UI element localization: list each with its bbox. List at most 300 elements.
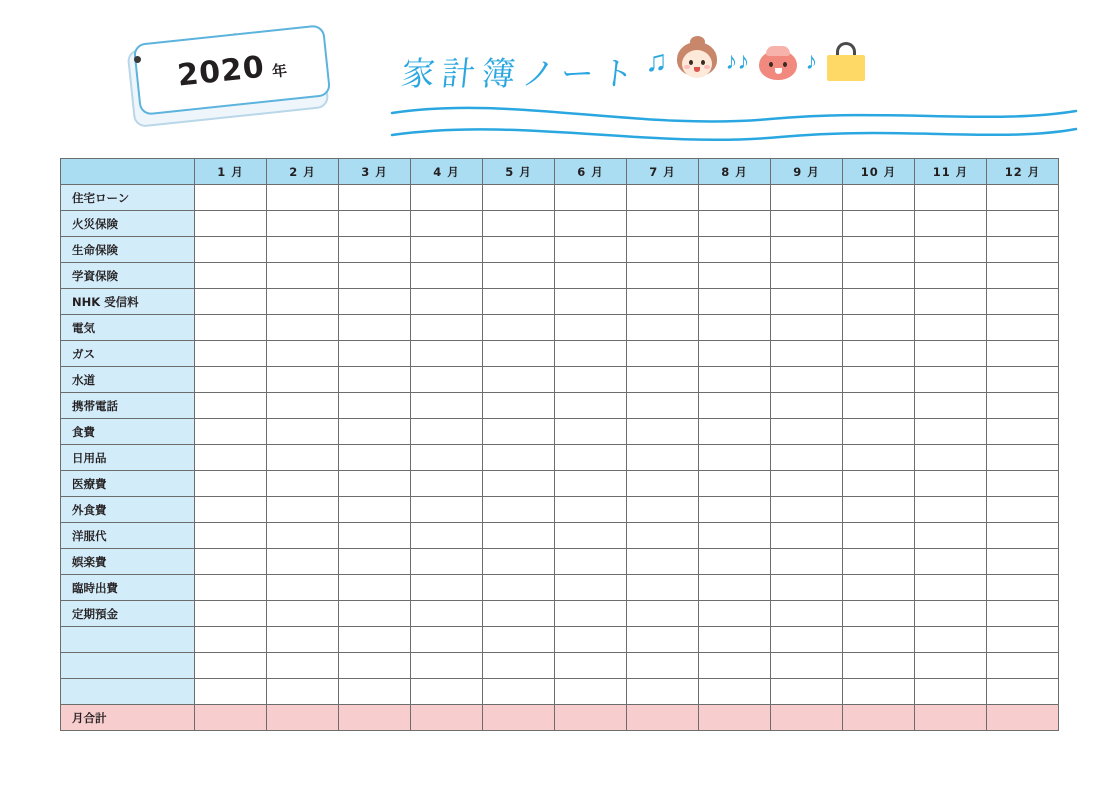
value-cell[interactable] [915,653,987,679]
value-cell[interactable] [627,445,699,471]
value-cell[interactable] [699,705,771,731]
value-cell[interactable] [771,627,843,653]
value-cell[interactable] [411,393,483,419]
value-cell[interactable] [915,237,987,263]
value-cell[interactable] [987,185,1059,211]
value-cell[interactable] [771,445,843,471]
value-cell[interactable] [987,653,1059,679]
row-label-17: 定期預金 [61,601,195,627]
value-cell[interactable] [627,185,699,211]
value-cell[interactable] [339,679,411,705]
value-cell[interactable] [195,653,267,679]
value-cell[interactable] [411,185,483,211]
value-cell[interactable] [771,315,843,341]
value-cell[interactable] [339,211,411,237]
value-cell[interactable] [483,367,555,393]
column-header-month-1: 1 月 [195,159,267,185]
value-cell[interactable] [627,549,699,575]
table-row [61,341,1059,367]
value-cell[interactable] [843,523,915,549]
value-cell[interactable] [555,653,627,679]
value-cell[interactable] [771,419,843,445]
table-row [61,211,1059,237]
value-cell[interactable] [267,705,339,731]
value-cell[interactable] [267,523,339,549]
value-cell[interactable] [555,627,627,653]
value-cell[interactable] [339,497,411,523]
table-row [61,497,1059,523]
value-cell[interactable] [627,601,699,627]
value-cell[interactable] [339,549,411,575]
value-cell[interactable] [987,549,1059,575]
value-cell[interactable] [915,419,987,445]
value-cell[interactable] [699,341,771,367]
value-cell[interactable] [267,601,339,627]
value-cell[interactable] [627,471,699,497]
value-cell[interactable] [195,705,267,731]
value-cell[interactable] [267,315,339,341]
value-cell[interactable] [483,497,555,523]
value-cell[interactable] [627,289,699,315]
value-cell[interactable] [411,523,483,549]
value-cell[interactable] [699,549,771,575]
value-cell[interactable] [267,653,339,679]
value-cell[interactable] [699,653,771,679]
value-cell[interactable] [555,445,627,471]
value-cell[interactable] [987,315,1059,341]
value-cell[interactable] [843,185,915,211]
value-cell[interactable] [771,705,843,731]
value-cell[interactable] [555,393,627,419]
row-label-13: 外食費 [61,497,195,523]
table-row [61,315,1059,341]
value-cell[interactable] [339,471,411,497]
column-header-month-12: 12 月 [987,159,1059,185]
value-cell[interactable] [267,237,339,263]
column-header-month-10: 10 月 [843,159,915,185]
value-cell[interactable] [843,263,915,289]
value-cell[interactable] [915,523,987,549]
value-cell[interactable] [699,575,771,601]
value-cell[interactable] [699,211,771,237]
table-row [61,601,1059,627]
value-cell[interactable] [411,575,483,601]
value-cell[interactable] [987,393,1059,419]
value-cell[interactable] [915,627,987,653]
row-label-12: 医療費 [61,471,195,497]
value-cell[interactable] [339,185,411,211]
row-label-7: ガス [61,341,195,367]
value-cell[interactable] [843,419,915,445]
value-cell[interactable] [483,419,555,445]
value-cell[interactable] [555,211,627,237]
table-body [61,185,1059,731]
value-cell[interactable] [915,549,987,575]
value-cell[interactable] [555,549,627,575]
value-cell[interactable] [987,523,1059,549]
value-cell[interactable] [627,705,699,731]
value-cell[interactable] [627,679,699,705]
value-cell[interactable] [483,237,555,263]
value-cell[interactable] [699,185,771,211]
value-cell[interactable] [267,289,339,315]
value-cell[interactable] [267,497,339,523]
value-cell[interactable] [915,679,987,705]
value-cell[interactable] [843,549,915,575]
value-cell[interactable] [843,705,915,731]
value-cell[interactable] [411,705,483,731]
music-note-single-icon: ♪ [805,48,818,75]
value-cell[interactable] [555,575,627,601]
value-cell[interactable] [915,211,987,237]
value-cell[interactable] [339,393,411,419]
value-cell[interactable] [555,237,627,263]
value-cell[interactable] [699,679,771,705]
row-label-19 [61,653,195,679]
value-cell[interactable] [699,627,771,653]
value-cell[interactable] [411,289,483,315]
value-cell[interactable] [483,393,555,419]
value-cell[interactable] [771,575,843,601]
value-cell[interactable] [915,601,987,627]
value-cell[interactable] [555,367,627,393]
value-cell[interactable] [843,445,915,471]
table-row [61,523,1059,549]
value-cell[interactable] [483,315,555,341]
value-cell[interactable] [339,237,411,263]
value-cell[interactable] [267,263,339,289]
value-cell[interactable] [555,497,627,523]
value-cell[interactable] [411,263,483,289]
value-cell[interactable] [915,367,987,393]
table-row [61,653,1059,679]
value-cell[interactable] [339,575,411,601]
value-cell[interactable] [195,367,267,393]
value-cell[interactable] [771,653,843,679]
value-cell[interactable] [987,679,1059,705]
row-label-3: 生命保険 [61,237,195,263]
value-cell[interactable] [771,237,843,263]
column-header-month-4: 4 月 [411,159,483,185]
value-cell[interactable] [699,289,771,315]
value-cell[interactable] [627,263,699,289]
value-cell[interactable] [987,497,1059,523]
value-cell[interactable] [195,497,267,523]
shopping-bag-icon [827,42,865,82]
music-notes-icon: ♪♪ [725,48,750,75]
value-cell[interactable] [411,627,483,653]
value-cell[interactable] [339,263,411,289]
girl-face-icon [677,42,717,82]
value-cell[interactable] [339,523,411,549]
value-cell[interactable] [555,523,627,549]
value-cell[interactable] [771,471,843,497]
value-cell[interactable] [627,341,699,367]
value-cell[interactable] [483,705,555,731]
value-cell[interactable] [987,367,1059,393]
value-cell[interactable] [483,445,555,471]
value-cell[interactable] [987,289,1059,315]
value-cell[interactable] [915,471,987,497]
value-cell[interactable] [915,393,987,419]
row-label-4: 学資保険 [61,263,195,289]
value-cell[interactable] [267,471,339,497]
value-cell[interactable] [627,575,699,601]
value-cell[interactable] [987,471,1059,497]
value-cell[interactable] [915,497,987,523]
row-label-9: 携帯電話 [61,393,195,419]
value-cell[interactable] [627,315,699,341]
value-cell[interactable] [987,237,1059,263]
value-cell[interactable] [483,627,555,653]
value-cell[interactable] [771,185,843,211]
table-total-row [61,705,1059,731]
value-cell[interactable] [555,315,627,341]
value-cell[interactable] [627,211,699,237]
value-cell[interactable] [843,237,915,263]
value-cell[interactable] [339,445,411,471]
value-cell[interactable] [843,471,915,497]
value-cell[interactable] [771,679,843,705]
value-cell[interactable] [195,549,267,575]
value-cell[interactable] [699,263,771,289]
value-cell[interactable] [915,341,987,367]
year-tag [118,26,348,136]
value-cell[interactable] [483,523,555,549]
value-cell[interactable] [411,315,483,341]
value-cell[interactable] [195,575,267,601]
value-cell[interactable] [483,471,555,497]
value-cell[interactable] [195,341,267,367]
column-header-month-6: 6 月 [555,159,627,185]
row-label-1: 住宅ローン [61,185,195,211]
value-cell[interactable] [483,575,555,601]
value-cell[interactable] [411,211,483,237]
value-cell[interactable] [699,237,771,263]
value-cell[interactable] [843,653,915,679]
value-cell[interactable] [195,237,267,263]
value-cell[interactable] [627,393,699,419]
value-cell[interactable] [411,341,483,367]
value-cell[interactable] [267,549,339,575]
value-cell[interactable] [987,705,1059,731]
value-cell[interactable] [267,627,339,653]
wave-underline-icon [390,91,1080,146]
value-cell[interactable] [555,289,627,315]
value-cell[interactable] [627,237,699,263]
value-cell[interactable] [915,185,987,211]
value-cell[interactable] [987,419,1059,445]
row-label-10: 食費 [61,419,195,445]
value-cell[interactable] [987,575,1059,601]
value-cell[interactable] [195,393,267,419]
value-cell[interactable] [483,653,555,679]
row-label-5: NHK 受信料 [61,289,195,315]
value-cell[interactable] [411,497,483,523]
value-cell[interactable] [843,367,915,393]
value-cell[interactable] [843,601,915,627]
row-label-2: 火災保険 [61,211,195,237]
value-cell[interactable] [339,289,411,315]
value-cell[interactable] [411,653,483,679]
value-cell[interactable] [195,419,267,445]
value-cell[interactable] [771,367,843,393]
value-cell[interactable] [483,549,555,575]
value-cell[interactable] [267,341,339,367]
value-cell[interactable] [699,445,771,471]
value-cell[interactable] [699,523,771,549]
table-row [61,679,1059,705]
value-cell[interactable] [627,419,699,445]
value-cell[interactable] [195,445,267,471]
value-cell[interactable] [411,471,483,497]
row-label-16: 臨時出費 [61,575,195,601]
value-cell[interactable] [771,523,843,549]
page-title: 家計簿ノート [399,54,643,93]
value-cell[interactable] [771,341,843,367]
value-cell[interactable] [267,575,339,601]
row-label-8: 水道 [61,367,195,393]
value-cell[interactable] [627,627,699,653]
value-cell[interactable] [699,393,771,419]
value-cell[interactable] [987,601,1059,627]
value-cell[interactable] [411,367,483,393]
value-cell[interactable] [195,679,267,705]
value-cell[interactable] [843,315,915,341]
value-cell[interactable] [627,653,699,679]
value-cell[interactable] [555,341,627,367]
value-cell[interactable] [411,601,483,627]
value-cell[interactable] [195,211,267,237]
value-cell[interactable] [267,367,339,393]
value-cell[interactable] [339,419,411,445]
value-cell[interactable] [627,367,699,393]
value-cell[interactable] [843,341,915,367]
value-cell[interactable] [555,705,627,731]
value-cell[interactable] [267,419,339,445]
row-label-total: 月合計 [61,705,195,731]
value-cell[interactable] [195,601,267,627]
value-cell[interactable] [843,497,915,523]
value-cell[interactable] [267,679,339,705]
value-cell[interactable] [699,601,771,627]
value-cell[interactable] [195,627,267,653]
value-cell[interactable] [915,263,987,289]
value-cell[interactable] [843,575,915,601]
value-cell[interactable] [267,393,339,419]
column-header-month-9: 9 月 [771,159,843,185]
value-cell[interactable] [627,523,699,549]
value-cell[interactable] [195,289,267,315]
value-cell[interactable] [555,601,627,627]
value-cell[interactable] [483,289,555,315]
value-cell[interactable] [411,419,483,445]
value-cell[interactable] [555,263,627,289]
value-cell[interactable] [843,679,915,705]
value-cell[interactable] [555,679,627,705]
value-cell[interactable] [843,211,915,237]
value-cell[interactable] [843,393,915,419]
value-cell[interactable] [915,445,987,471]
value-cell[interactable] [555,185,627,211]
value-cell[interactable] [483,263,555,289]
row-label-11: 日用品 [61,445,195,471]
value-cell[interactable] [915,315,987,341]
value-cell[interactable] [267,445,339,471]
value-cell[interactable] [555,419,627,445]
value-cell[interactable] [483,185,555,211]
value-cell[interactable] [411,237,483,263]
music-note-icon: ♫ [645,45,668,78]
value-cell[interactable] [195,263,267,289]
value-cell[interactable] [483,601,555,627]
value-cell[interactable] [843,289,915,315]
value-cell[interactable] [411,445,483,471]
value-cell[interactable] [339,705,411,731]
table-row [61,575,1059,601]
value-cell[interactable] [699,419,771,445]
value-cell[interactable] [339,601,411,627]
value-cell[interactable] [339,341,411,367]
value-cell[interactable] [555,471,627,497]
value-cell[interactable] [771,263,843,289]
row-label-14: 洋服代 [61,523,195,549]
value-cell[interactable] [483,679,555,705]
value-cell[interactable] [771,393,843,419]
table-row [61,367,1059,393]
value-cell[interactable] [483,341,555,367]
value-cell[interactable] [699,497,771,523]
row-label-20 [61,679,195,705]
table-row [61,419,1059,445]
value-cell[interactable] [987,341,1059,367]
row-label-6: 電気 [61,315,195,341]
value-cell[interactable] [339,653,411,679]
value-cell[interactable] [627,497,699,523]
value-cell[interactable] [195,185,267,211]
value-cell[interactable] [339,315,411,341]
value-cell[interactable] [699,471,771,497]
value-cell[interactable] [339,367,411,393]
value-cell[interactable] [267,185,339,211]
value-cell[interactable] [915,705,987,731]
column-header-month-11: 11 月 [915,159,987,185]
value-cell[interactable] [699,315,771,341]
value-cell[interactable] [771,211,843,237]
value-cell[interactable] [771,601,843,627]
value-cell[interactable] [987,627,1059,653]
value-cell[interactable] [339,627,411,653]
value-cell[interactable] [195,523,267,549]
value-cell[interactable] [411,549,483,575]
value-cell[interactable] [987,263,1059,289]
value-cell[interactable] [843,627,915,653]
value-cell[interactable] [915,575,987,601]
table-row [61,393,1059,419]
value-cell[interactable] [699,367,771,393]
value-cell[interactable] [411,679,483,705]
value-cell[interactable] [195,471,267,497]
value-cell[interactable] [195,315,267,341]
value-cell[interactable] [771,289,843,315]
value-cell[interactable] [915,289,987,315]
value-cell[interactable] [267,211,339,237]
value-cell[interactable] [771,497,843,523]
value-cell[interactable] [771,549,843,575]
value-cell[interactable] [987,445,1059,471]
value-cell[interactable] [987,211,1059,237]
value-cell[interactable] [483,211,555,237]
